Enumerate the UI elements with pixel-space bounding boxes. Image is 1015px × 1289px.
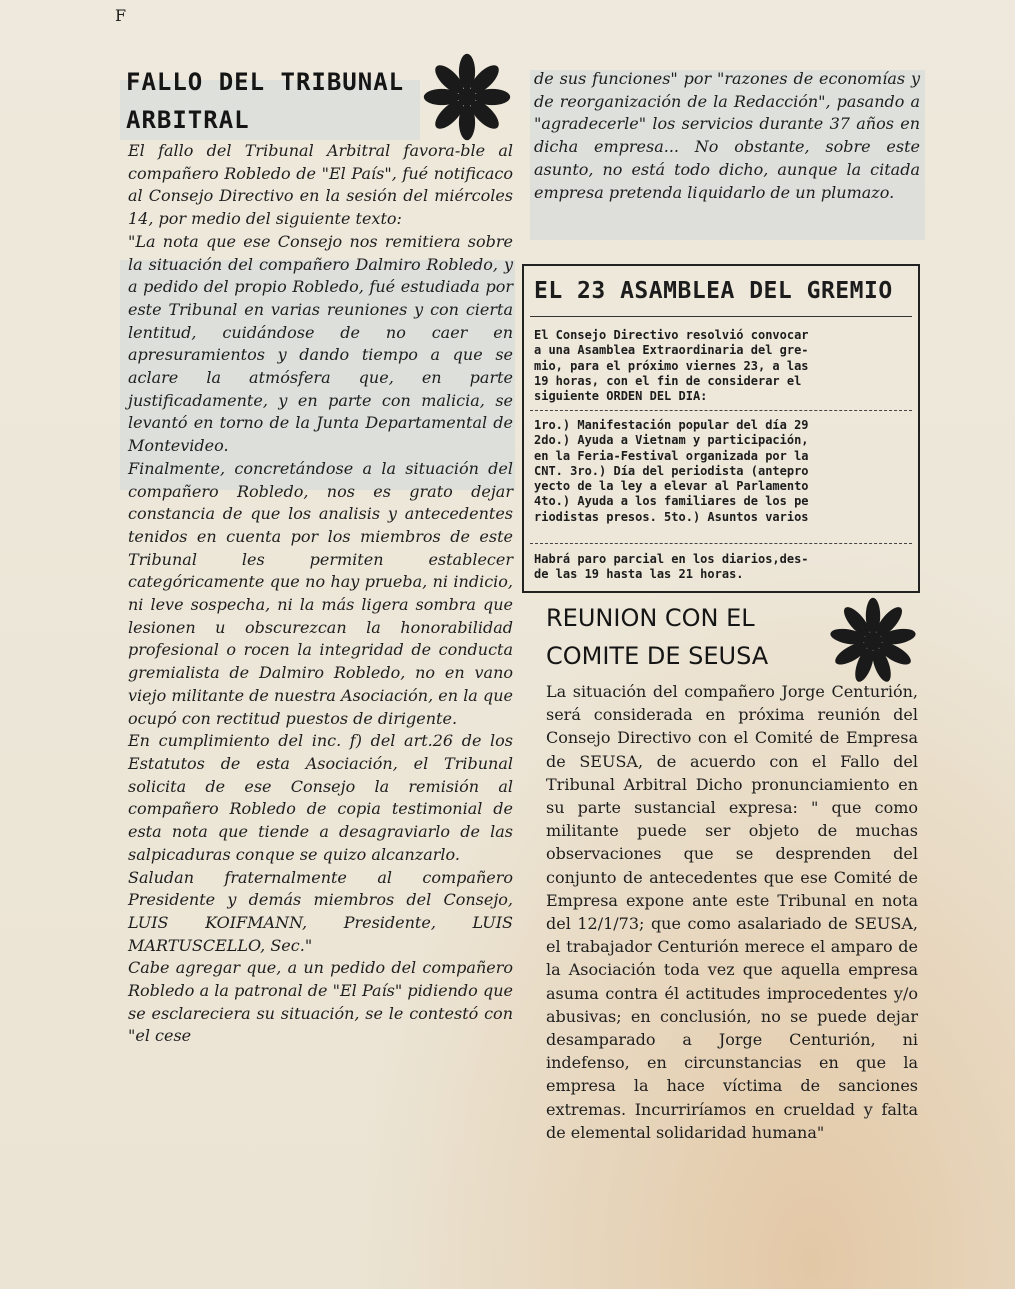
asterisk-ornament-icon [828, 596, 918, 686]
box-intro-line: mio, para el próximo viernes 23, a las [534, 358, 809, 373]
agenda-line: CNT. 3ro.) Día del periodista (antepro [534, 463, 809, 478]
footer-line: de las 19 hasta las 21 horas. [534, 567, 744, 582]
assembly-notice-box [522, 264, 920, 593]
box-intro-line: 19 horas, con el fin de considerar el [534, 373, 802, 388]
article2-title-line1: REUNION CON EL [546, 604, 755, 632]
article1-title-line2: ARBITRAL [126, 106, 250, 134]
footer-line: Habrá paro parcial en los diarios,des- [534, 552, 809, 566]
box-divider [530, 410, 912, 411]
box-intro-line: siguiente ORDEN DEL DIA: [534, 389, 708, 404]
asterisk-ornament-icon [422, 52, 512, 142]
agenda-line: 4to.) Ayuda a los familiares de los pe [534, 494, 809, 509]
box-agenda [534, 418, 910, 525]
box-title-rule [530, 316, 912, 317]
article1-title-line1: FALLO DEL TRIBUNAL [126, 68, 405, 96]
box-intro [534, 328, 910, 404]
article1-paragraph: Finalmente, concretándose a la situación del compañero Robledo, nos es grato dejar constancia de que los analisis y antecedentes tenidos en cuenta por los miembros de este Tribunal les permiten establecer categóricamente que no hay prueba, ni indicio, ni leve sospecha, ni la más ligera sombra que lesionen u obscurezcan la honorabilidad profesional o rocen la integridad de conducta gremialista de Dalmiro Robledo, no en vano viejo militante de nuestra Asociación, en la que ocupó con rectitud puestos de dirigente. [128, 458, 513, 728]
box-intro-line: a una Asamblea Extraordinaria del gre- [534, 343, 809, 358]
agenda-line: 2do.) Ayuda a Vietnam y participación, [534, 433, 809, 448]
article1-paragraph: Saludan fraternalmente al compañero Presidente y demás miembros del Consejo, LUIS KOIFMANN, Presidente, LUIS MARTUSCELLO, Sec." [128, 867, 513, 955]
article1-paragraph: El fallo del Tribunal Arbitral favora-ble al compañero Robledo de "El País", fué notificaco al Consejo Directivo en la sesión del miércoles 14, por medio del siguiente texto: [128, 141, 513, 229]
agenda-line: riodistas presos. 5to.) Asuntos varios [534, 509, 809, 524]
box-divider [530, 543, 912, 544]
article2-body: La situación del compañero Jorge Centurión, será considerada en próxima reunión del Consejo Directivo con el Comité de Empresa de SEUSA, de acuerdo con el Fallo del Tribunal Arbitral Dicho pronunciamiento en su parte sustancial expresa: " que como militante puede ser objeto de muchas observaciones que se desprenden del conjunto de antecedentes que ese Comité de Empresa expone ante este Tribunal en nota del 12/1/73; que como asalariado de SEUSA, el trabajador Centurión merece el amparo de la Asociación toda vez que aquella empresa asuma contra él actitudes improcedentes y/o abusivas; en conclusión, no se puede dejar desamparado a Jorge Centurión, ni indefenso, en circunstancias en que la empresa la hace víctima de sanciones extremas. Incurriríamos en crueldad y falta de elemental solidaridad humana" [546, 682, 918, 1142]
article1-paragraph: En cumplimiento del inc. f) del art.26 de los Estatutos de esta Asociación, el Tribunal solicita de ese Consejo la remisión al compañero Robledo de copia testimonial de esta nota que tiende a desagraviarlo de las salpicaduras conque se quizo alcanzarlo. [128, 731, 513, 864]
box-footer [534, 552, 910, 583]
article1-right-column [534, 68, 920, 204]
article1-paragraph: "La nota que ese Consejo nos remitiera sobre la situación del compañero Dalmiro Robledo, y a pedido del propio Robledo, fué estudiada por este Tribunal en varias reuniones y con cierta lentitud, cuidándose de no caer en apresuramientos y dando tiempo a que se aclare la atmósfera que, en parte justificadamente, y en parte con malicia, se levantó en torno de la Junta Departamental de Montevideo. [128, 231, 513, 456]
article1-left-column [128, 140, 513, 1048]
agenda-line: yecto de la ley a elevar al Parlamento [534, 479, 809, 494]
agenda-line: en la Feria-Festival organizada por la [534, 448, 809, 463]
agenda-line: 1ro.) Manifestación popular del día 29 [534, 418, 809, 432]
article2-title-line2: COMITE DE SEUSA [546, 642, 769, 670]
article1-continuation: de sus funciones" por "razones de economías y de reorganización de la Redacción", pasando a "agradecerle" los servicios durante 37 años en dicha empresa... No obstante, sobre este asunto, no está todo dicho, aunque la citada empresa pretenda liquidarlo de un plumazo. [534, 69, 920, 202]
corner-mark: F [115, 6, 127, 25]
box-intro-line: El Consejo Directivo resolvió convocar [534, 328, 809, 342]
box-title: EL 23 ASAMBLEA DEL GREMIO [534, 278, 893, 304]
article1-paragraph: Cabe agregar que, a un pedido del compañero Robledo a la patronal de "El País" pidiendo que se esclareciera su situación, se le contestó con "el cese [128, 958, 513, 1046]
